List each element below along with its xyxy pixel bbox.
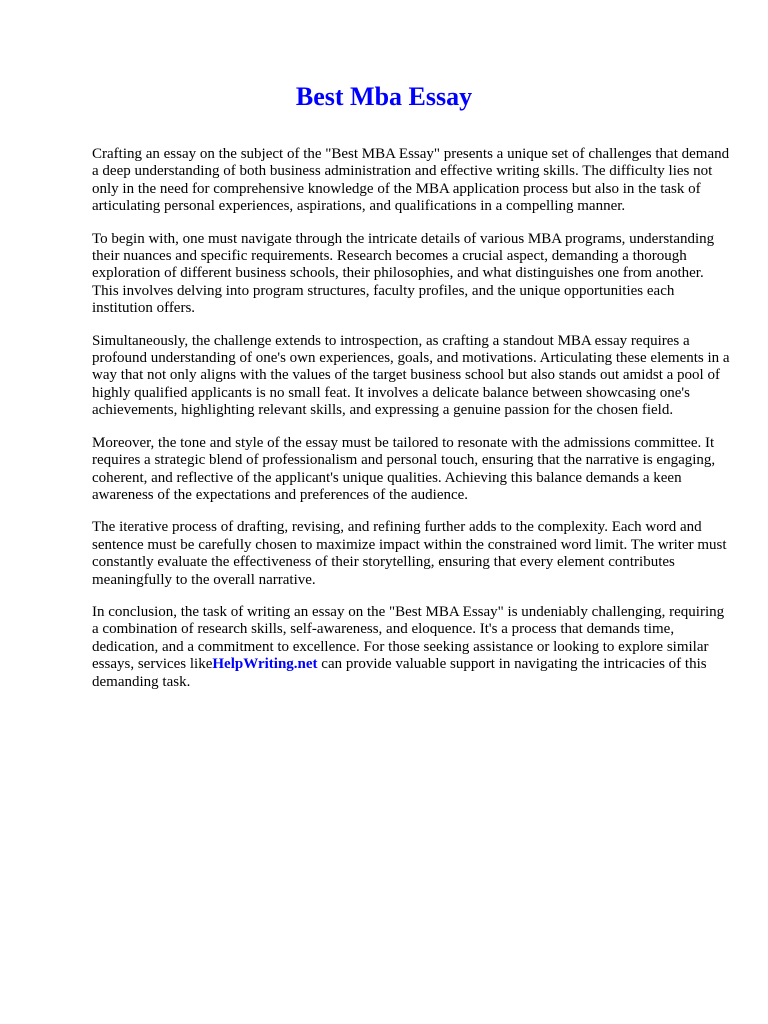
document-body	[92, 146, 732, 706]
paragraph-introspection: Simultaneously, the challenge extends to introspection, as crafting a standout MBA essay requires a profound understanding of one's own experiences, goals, and motivations. Articulating these elements in a way that not only aligns with the values of the target business school but also stands out amidst a pool of highly qualified applicants is no small feat. It involves a delicate balance between showcasing one's achievements, highlighting relevant skills, and expressing a genuine passion for the chosen field.	[92, 332, 730, 419]
document-title: Best Mba Essay	[295, 82, 473, 111]
paragraph-research: To begin with, one must navigate through the intricate details of various MBA programs, understanding their nuances and specific requirements. Research becomes a crucial aspect, demanding a thorough exploration of different business schools, their philosophies, and what distinguishes one from another. This involves delving into program structures, faculty profiles, and the unique opportunities each institution offers.	[92, 230, 715, 317]
paragraph-intro: Crafting an essay on the subject of the "Best MBA Essay" presents a unique set of challenges that demand a deep understanding of both business administration and effective writing skills. The difficulty lies not only in the need for comprehensive knowledge of the MBA application process but also in the task of articulating personal experiences, aspirations, and qualifications in a compelling manner.	[92, 146, 730, 215]
helpwriting-link[interactable]: HelpWriting.net	[212, 656, 318, 673]
paragraph-conclusion	[92, 604, 732, 691]
paragraph-drafting: The iterative process of drafting, revising, and refining further adds to the complexity. Each word and sentence must be carefully chosen to maximize impact within the constrained word limit. The writer must constantly evaluate the effectiveness of their storytelling, ensuring that every element contributes meaningfully to the overall narrative.	[92, 519, 727, 588]
conclusion-text-after-link: can provide valuable support in navigating the intricacies of this demanding task.	[92, 656, 707, 690]
paragraph-tone-style: Moreover, the tone and style of the essay must be tailored to resonate with the admissions committee. It requires a strategic blend of professionalism and personal touch, ensuring that the narrative is engaging, coherent, and reflective of the applicant's unique qualities. Achieving this balance demands a keen awareness of the expectations and preferences of the audience.	[92, 434, 716, 503]
conclusion-text-before-link: In conclusion, the task of writing an essay on the "Best MBA Essay" is undeniably challenging, requiring a combination of research skills, self-awareness, and eloquence. It's a process that demands time, dedication, and a commitment to excellence. For those seeking assistance or looking to explore similar essays, services like	[92, 603, 725, 673]
